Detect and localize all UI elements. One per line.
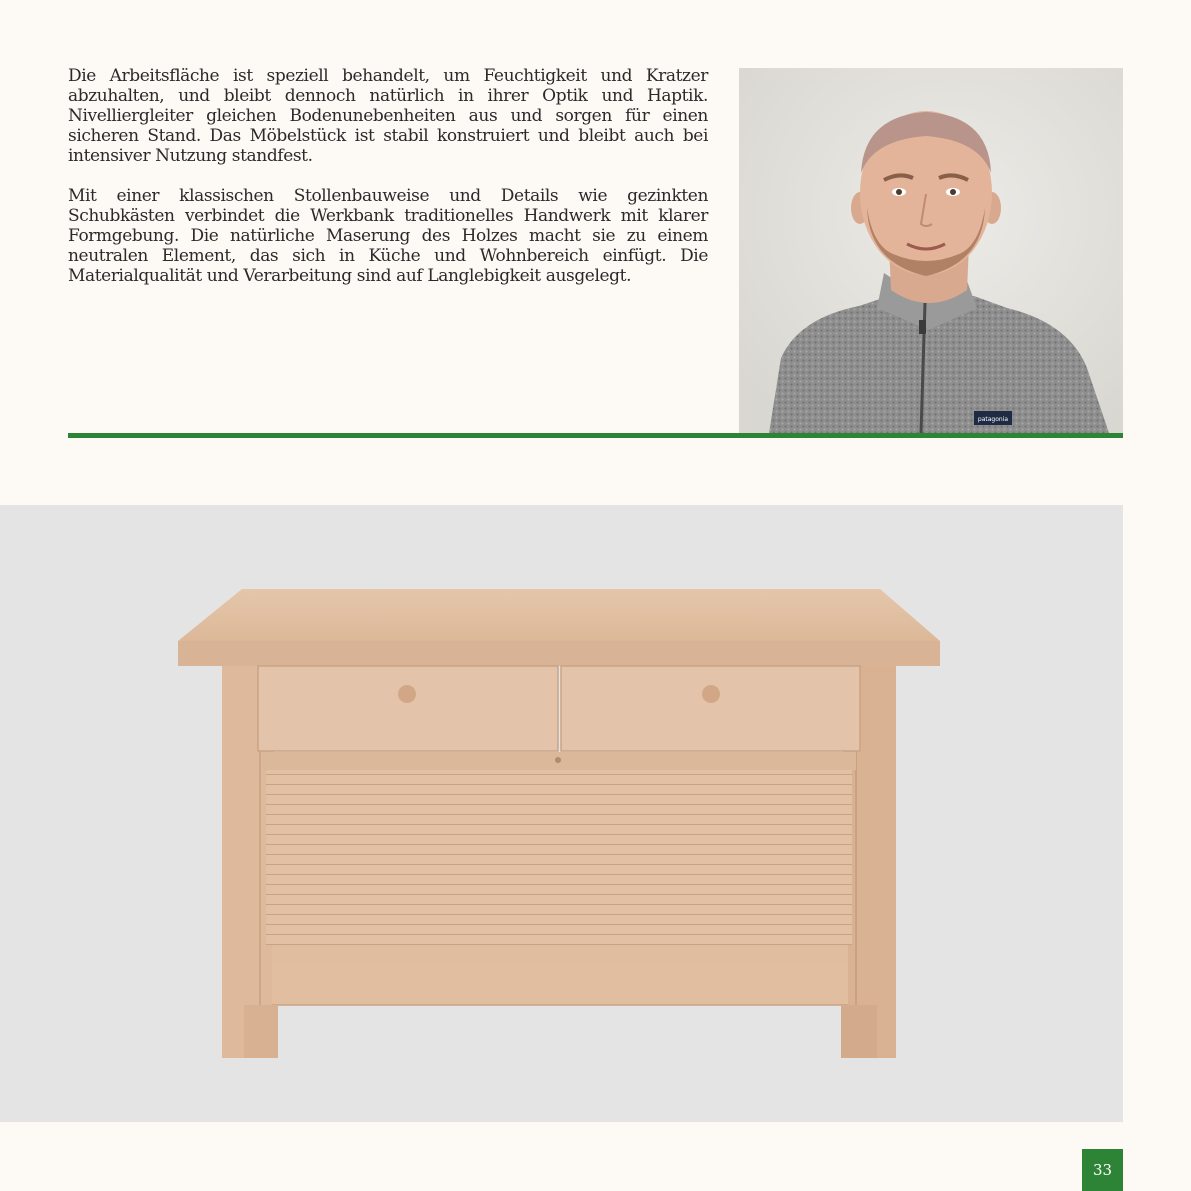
lock-icon — [555, 757, 561, 763]
paragraph-1: Die Arbeitsfläche ist speziell behandelt, um Feuchtigkeit und Kratzer abzuhalten, und bleibt dennoch natürlich in ihrer Optik und Haptik. Nivelliergleiter gleichen Bodenunebenheiten aus und sorgen für einen sicheren Stand. Das Möbelstück ist stabil konstruiert und bleibt auch bei intensiver Nutzung standfest. — [68, 66, 708, 166]
article-text — [68, 66, 708, 306]
workbench-illustration — [0, 505, 1123, 1122]
drawer-knob-right — [702, 685, 720, 703]
drawer-knob-left — [398, 685, 416, 703]
portrait-photo — [739, 68, 1123, 433]
section-divider — [68, 433, 1123, 438]
logo-text: patagonia — [977, 416, 1009, 423]
paragraph-2: Mit einer klassischen Stollenbauweise und Details wie gezinkten Schubkästen verbindet die Werkbank traditionelles Handwerk mit klarer Formgebung. Die natürliche Maserung des Holzes macht sie zu einem neutralen Element, das sich in Küche und Wohnbereich einfügt. Die Materialqualität und Verarbeitung sind auf Langlebigkeit ausgelegt. — [68, 186, 708, 286]
product-photo — [0, 505, 1123, 1122]
portrait-illustration — [739, 68, 1123, 433]
page-number: 33 — [1082, 1149, 1123, 1191]
